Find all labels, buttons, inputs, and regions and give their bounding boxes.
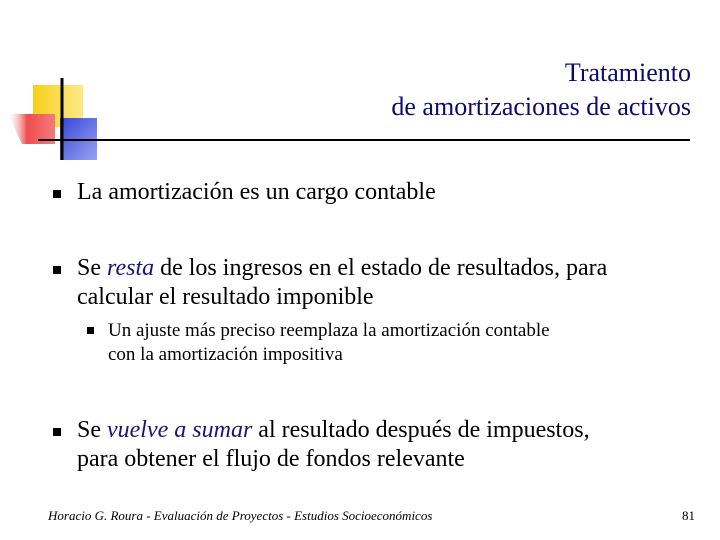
bullet-2-emphasis: resta — [107, 255, 155, 281]
page-number: 81 — [682, 508, 695, 523]
bullet-marker — [53, 428, 61, 436]
bullet-3-text — [77, 416, 590, 474]
sub-bullet-text — [108, 319, 550, 367]
sub-bullet-line-2: con la amortización impositiva — [108, 344, 343, 365]
bullet-3-emphasis: vuelve a sumar — [107, 417, 253, 443]
bullet-3-before: Se — [77, 417, 107, 443]
title-line-1: Tratamiento — [564, 58, 691, 87]
bullet-2-line-2: calcular el resultado imponible — [77, 284, 374, 310]
bullet-3-line-2: para obtener el flujo de fondos relevante — [77, 446, 465, 472]
bullet-1-line: La amortización es un cargo contable — [77, 179, 436, 205]
bullet-2-after: de los ingresos en el estado de resultados, para — [154, 255, 608, 281]
footer-author: Horacio G. Roura - Evaluación de Proyectos - Estudios Socioeconómicos — [48, 508, 433, 523]
title-line-2: de amortizaciones de activos — [391, 92, 691, 121]
bullet-marker — [53, 190, 61, 198]
bullet-3-after: al resultado después de impuestos, — [252, 417, 590, 443]
bullet-1-text — [77, 178, 436, 207]
sub-bullet-marker — [87, 327, 94, 334]
bullet-2-text — [77, 254, 607, 312]
bullet-marker — [53, 266, 61, 274]
slide-title — [91, 56, 691, 124]
bullet-2-before: Se — [77, 255, 107, 281]
sub-bullet-line-1: Un ajuste más preciso reemplaza la amortización contable — [108, 320, 550, 341]
